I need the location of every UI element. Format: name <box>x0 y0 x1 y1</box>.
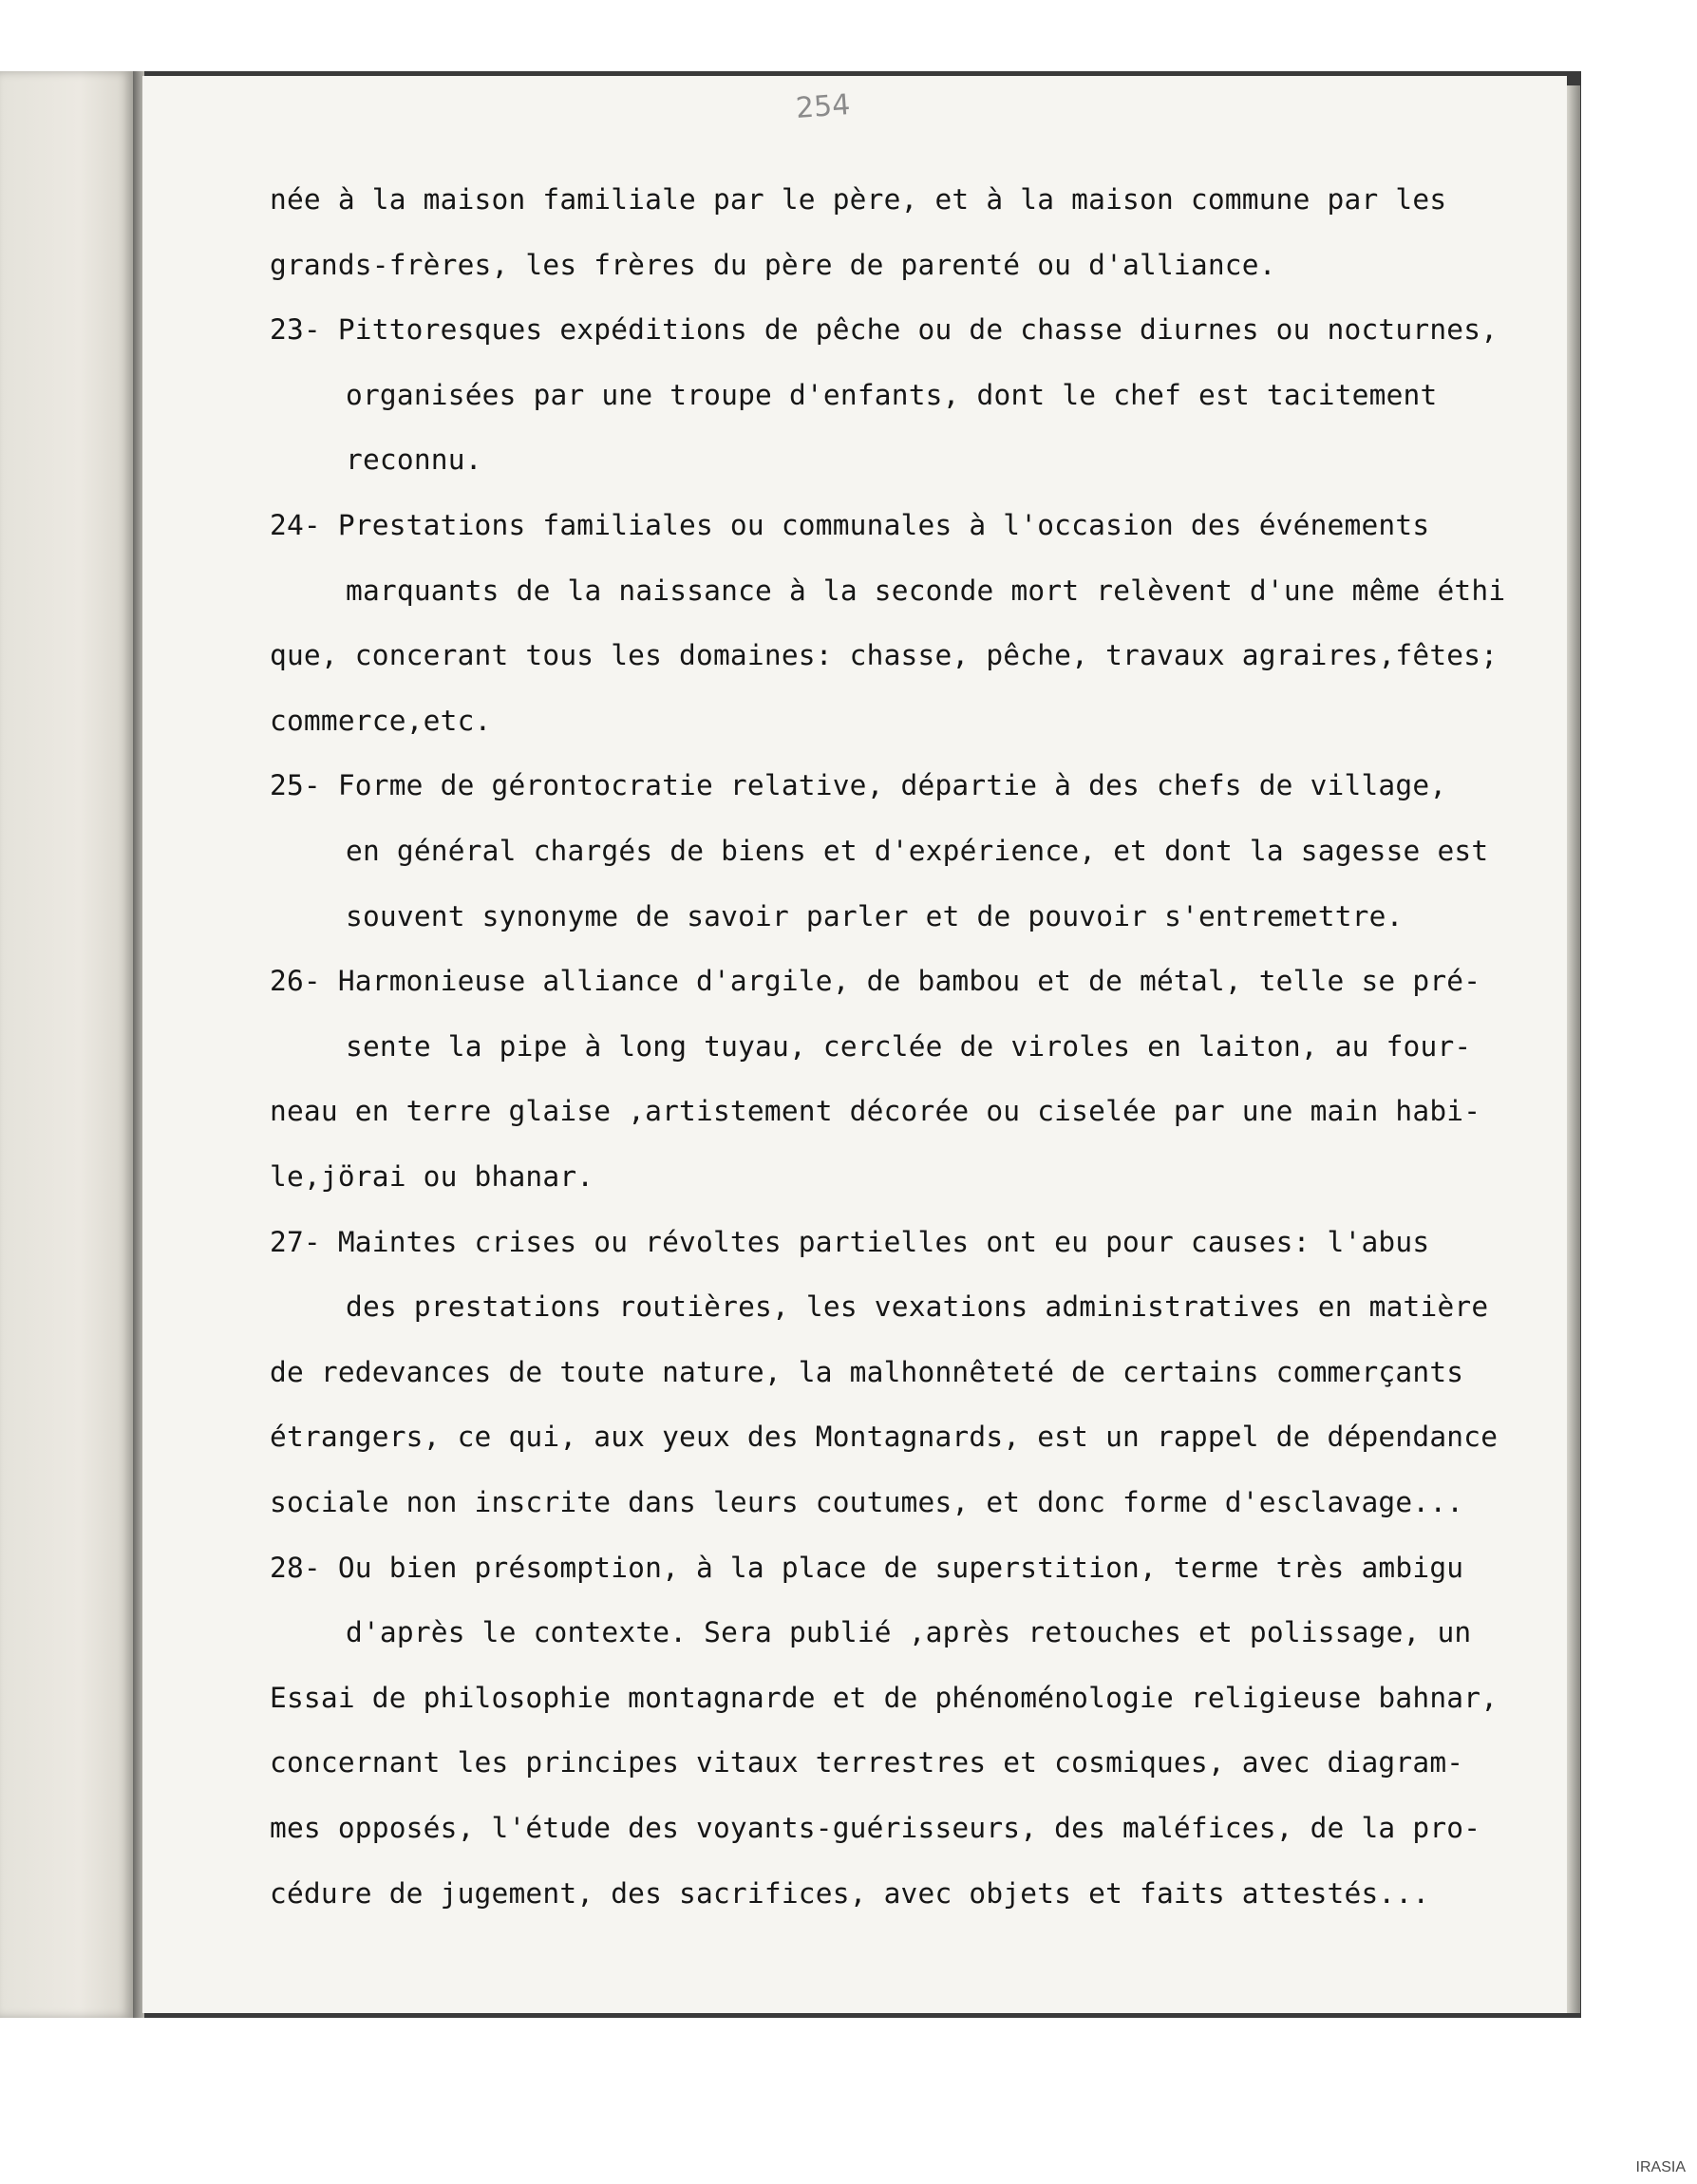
text-line: sente la pipe à long tuyau, cerclée de viroles en laiton, au four- <box>346 1029 1472 1063</box>
text-line: 28- Ou bien présomption, à la place de superstition, terme très ambigu <box>270 1551 1464 1584</box>
text-line: que, concerant tous les domaines: chasse, pêche, travaux agraires,fêtes; <box>270 639 1499 672</box>
text-line: souvent synonyme de savoir parler et de pouvoir s'entremettre. <box>346 899 1404 932</box>
page-stack-edge <box>1567 85 1580 2013</box>
text-line: de redevances de toute nature, la malhonnêteté de certains commerçants <box>270 1355 1464 1388</box>
text-line: 27- Maintes crises ou révoltes partielles ont eu pour causes: l'abus <box>270 1225 1430 1258</box>
text-line: commerce,etc. <box>270 704 492 737</box>
text-line: 23- Pittoresques expéditions de pêche ou de chasse diurnes ou nocturnes, <box>270 313 1499 347</box>
text-line: organisées par une troupe d'enfants, dont le chef est tacitement <box>346 378 1438 411</box>
text-line: grands-frères, les frères du père de parenté ou d'alliance. <box>270 248 1276 281</box>
text-line: en général chargés de biens et d'expérience, et dont la sagesse est <box>346 835 1489 867</box>
text-line: reconnu. <box>346 443 482 477</box>
text-line: 24- Prestations familiales ou communales à l'occasion des événements <box>270 509 1430 541</box>
text-line: le,jörai ou bhanar. <box>270 1160 594 1193</box>
page-number: 254 <box>794 88 852 125</box>
text-line: Essai de philosophie montagnarde et de phénoménologie religieuse bahnar, <box>270 1681 1499 1714</box>
text-line: mes opposés, l'étude des voyants-guérisseurs, des maléfices, de la pro- <box>270 1812 1481 1844</box>
text-line: marquants de la naissance à la seconde mort relèvent d'une même éthi <box>346 574 1506 607</box>
text-line: sociale non inscrite dans leurs coutumes, et donc forme d'esclavage... <box>270 1486 1464 1518</box>
text-line: née à la maison familiale par le père, et à la maison commune par les <box>270 183 1447 216</box>
left-page-edge <box>0 71 133 2018</box>
text-line: d'après le contexte. Sera publié ,après retouches et polissage, un <box>346 1616 1472 1649</box>
text-line: neau en terre glaise ,artistement décorée ou ciselée par une main habi- <box>270 1095 1481 1128</box>
text-line: étrangers, ce qui, aux yeux des Montagnards, est un rappel de dépendance <box>270 1421 1499 1454</box>
text-line: concernant les principes vitaux terrestres et cosmiques, avec diagram- <box>270 1746 1464 1779</box>
watermark: IRASIA <box>1635 2159 1686 2175</box>
text-line: des prestations routières, les vexations administratives en matière <box>346 1290 1489 1324</box>
text-line: 25- Forme de gérontocratie relative, départie à des chefs de village, <box>270 769 1447 802</box>
text-line: cédure de jugement, des sacrifices, avec objets et faits attestés... <box>270 1876 1430 1910</box>
text-line: 26- Harmonieuse alliance d'argile, de bambou et de métal, telle se pré- <box>270 965 1481 998</box>
